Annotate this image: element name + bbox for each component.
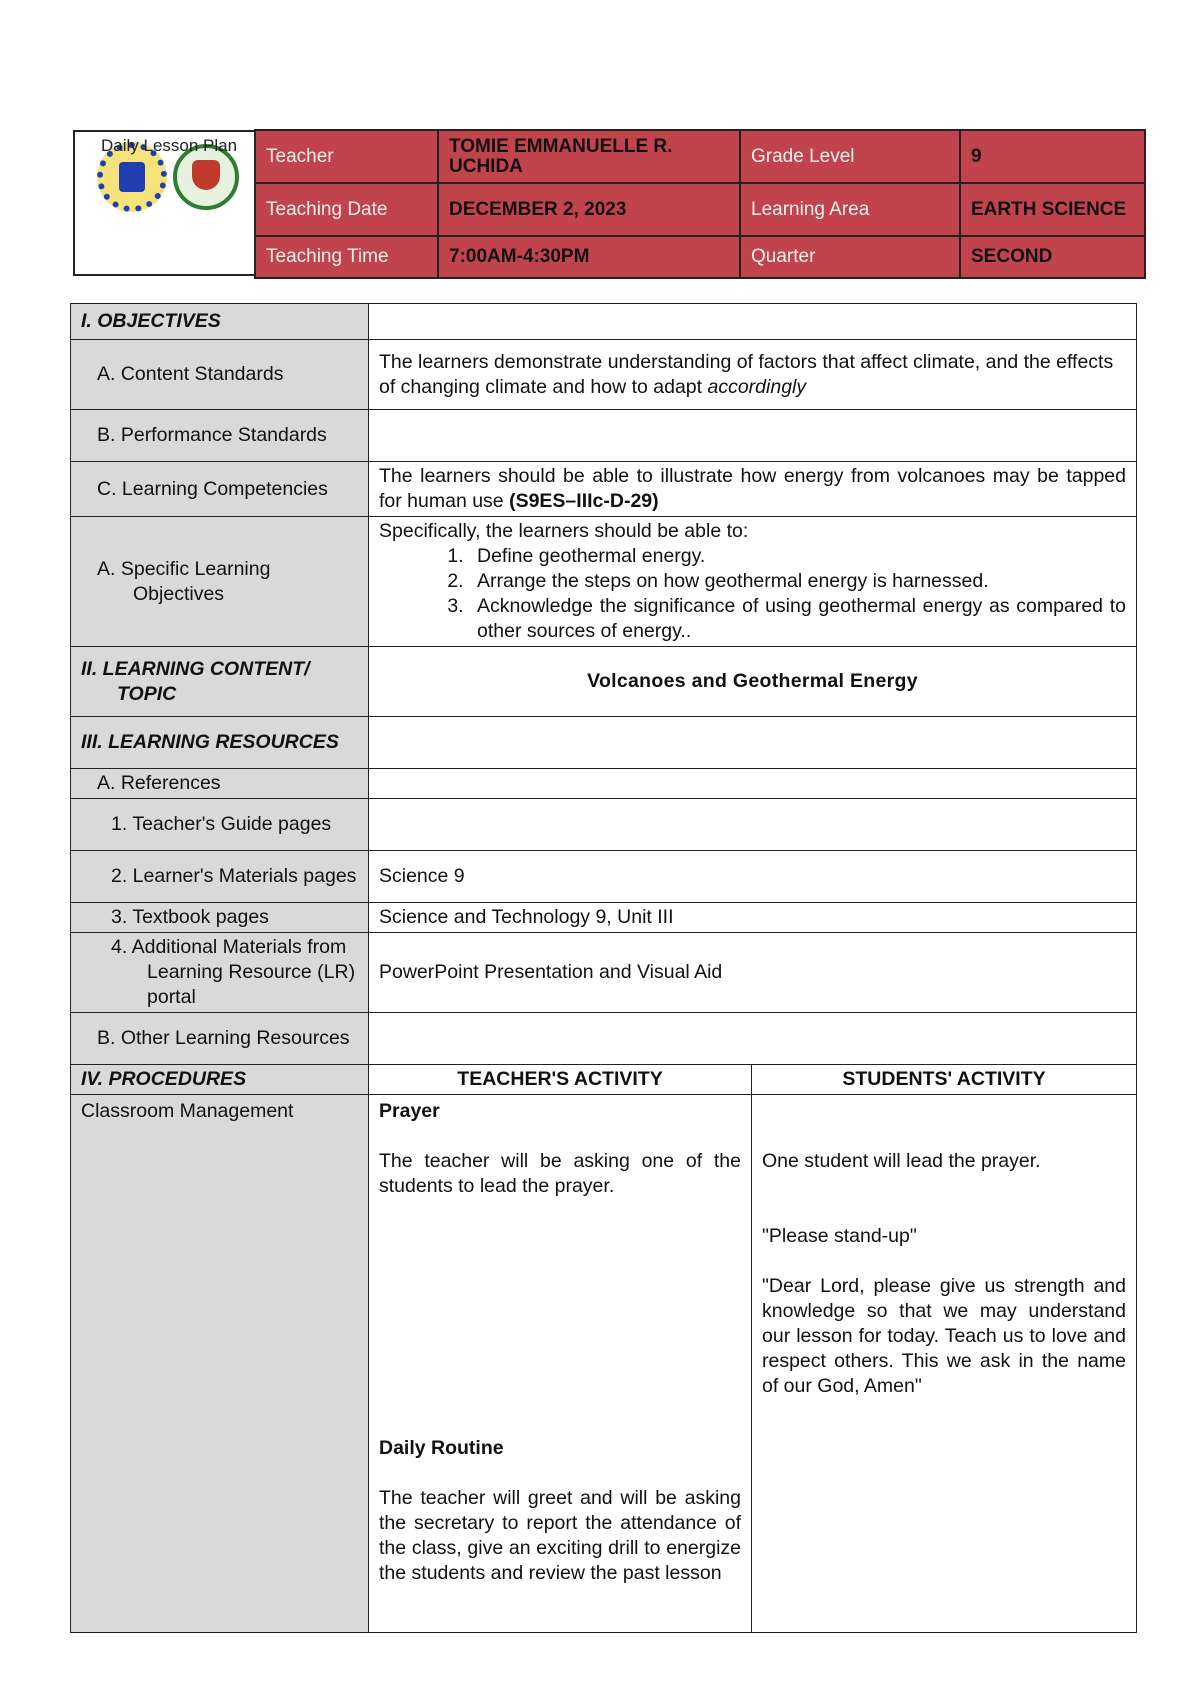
header-info-table xyxy=(254,129,1146,279)
objectives-heading: I. OBJECTIVES xyxy=(71,304,369,340)
teachers-guide-blank xyxy=(369,799,1137,851)
grade-value: 9 xyxy=(960,130,1145,183)
textbook-row xyxy=(71,903,1137,933)
classroom-management-row xyxy=(71,1095,1137,1633)
other-resources-blank xyxy=(369,1013,1137,1065)
teachers-guide-label-text: 1. Teacher's Guide pages xyxy=(111,813,332,835)
quarter-value: SECOND xyxy=(960,236,1145,278)
references-blank xyxy=(369,769,1137,799)
area-value: EARTH SCIENCE xyxy=(960,183,1145,236)
date-value: DECEMBER 2, 2023 xyxy=(438,183,740,236)
logo-caption: Daily Lesson Plan xyxy=(101,136,238,155)
grade-label: Grade Level xyxy=(740,130,960,183)
prayer-title: Prayer xyxy=(379,1100,440,1122)
procedures-header-row xyxy=(71,1065,1137,1095)
learners-materials-value: Science 9 xyxy=(369,851,1137,903)
time-label: Teaching Time xyxy=(255,236,438,278)
teachers-guide-row xyxy=(71,799,1137,851)
specific-objectives-row xyxy=(71,517,1137,647)
performance-standards-label xyxy=(71,410,369,462)
competencies-main: The learners should be able to illustrate how energy from volcanoes may be tapped for human use xyxy=(379,465,1126,512)
specific-objectives-list xyxy=(379,544,1126,644)
area-label: Learning Area xyxy=(740,183,960,236)
prayer-teacher-text: The teacher will be asking one of the students to lead the prayer. xyxy=(379,1150,741,1197)
competencies-code: (S9ES–IIIc-D-29) xyxy=(509,490,659,512)
content-standards-label: A. Content Standards xyxy=(71,340,369,410)
daily-routine-title: Daily Routine xyxy=(379,1437,504,1459)
objectives-row xyxy=(71,304,1137,340)
quarter-label: Quarter xyxy=(740,236,960,278)
additional-materials-label xyxy=(71,933,369,1013)
content-standards-emphasis: accordingly xyxy=(707,375,807,398)
specific-objectives-label xyxy=(71,517,369,647)
teacher-label: Teacher xyxy=(255,130,438,183)
additional-materials-label-text: 4. Additional Materials from Learning Resource (LR) portal xyxy=(111,936,356,1008)
teachers-guide-label xyxy=(71,799,369,851)
classroom-management-label: Classroom Management xyxy=(71,1095,369,1633)
performance-standards-row xyxy=(71,410,1137,462)
learners-materials-label xyxy=(71,851,369,903)
textbook-value: Science and Technology 9, Unit III xyxy=(369,903,1137,933)
topic-title: Volcanoes and Geothermal Energy xyxy=(369,647,1137,717)
performance-standards-text: B. Performance Standards xyxy=(97,424,327,446)
performance-standards-blank xyxy=(369,410,1137,462)
learning-content-row xyxy=(71,647,1137,717)
content-standards-main: The learners demonstrate understanding of factors that affect climate, and the effects of changing climate and how to adapt xyxy=(379,350,1114,398)
other-resources-row xyxy=(71,1013,1137,1065)
teacher-activity-header: TEACHER'S ACTIVITY xyxy=(369,1065,752,1095)
content-standards-text xyxy=(369,340,1137,410)
objectives-blank xyxy=(369,304,1137,340)
references-row xyxy=(71,769,1137,799)
student-activity-cell xyxy=(752,1095,1137,1633)
learning-resources-heading xyxy=(71,717,369,769)
learning-content-heading xyxy=(71,647,369,717)
competencies-label xyxy=(71,462,369,517)
specific-objectives-label-text: A. Specific Learning Objectives xyxy=(97,557,271,605)
date-label: Teaching Date xyxy=(255,183,438,236)
other-resources-label-text: B. Other Learning Resources xyxy=(97,1027,350,1049)
other-resources-label xyxy=(71,1013,369,1065)
time-value: 7:00AM-4:30PM xyxy=(438,236,740,278)
teacher-activity-cell xyxy=(369,1095,752,1633)
procedures-heading: IV. PROCEDURES xyxy=(71,1065,369,1095)
learning-content-heading-text: II. LEARNING CONTENT/ TOPIC xyxy=(81,657,310,705)
lesson-table xyxy=(70,303,1137,1633)
textbook-label: 3. Textbook pages xyxy=(71,903,369,933)
content-standards-row xyxy=(71,340,1137,410)
competencies-row xyxy=(71,462,1137,517)
teacher-value: TOMIE EMMANUELLE R. UCHIDA xyxy=(438,130,740,183)
additional-materials-value: PowerPoint Presentation and Visual Aid xyxy=(369,933,1137,1013)
prayer-text: "Dear Lord, please give us strength and knowledge so that we may understand our lesson for today. Teach us to love and respect others. This we ask in the name of our God, Amen" xyxy=(762,1275,1126,1397)
stand-up-text: "Please stand-up" xyxy=(762,1225,917,1247)
learning-resources-heading-text: III. LEARNING RESOURCES xyxy=(81,731,339,753)
daily-routine-teacher-text: The teacher will greet and will be asking the secretary to report the attendance of the class, give an exciting drill to energize the students and review the past lesson xyxy=(379,1487,741,1584)
learning-resources-blank xyxy=(369,717,1137,769)
objective-item: 1. Define geothermal energy. xyxy=(469,544,1126,569)
references-label: A. References xyxy=(71,769,369,799)
competencies-label-text: C. Learning Competencies xyxy=(97,477,328,500)
logo-cell xyxy=(73,130,254,276)
learners-materials-row xyxy=(71,851,1137,903)
objective-item: 2. Arrange the steps on how geothermal energy is harnessed. xyxy=(469,569,1126,594)
student-activity-header: STUDENTS' ACTIVITY xyxy=(752,1065,1137,1095)
objective-item: 3. Acknowledge the significance of using geothermal energy as compared to other sources of energy.. xyxy=(469,594,1126,644)
learners-materials-label-text: 2. Learner's Materials pages xyxy=(111,865,357,887)
specific-objectives-intro: Specifically, the learners should be able to: xyxy=(379,520,749,542)
learning-resources-row xyxy=(71,717,1137,769)
specific-objectives-text xyxy=(369,517,1137,647)
prayer-student-text: One student will lead the prayer. xyxy=(762,1150,1041,1172)
competencies-text xyxy=(369,462,1137,517)
additional-materials-row xyxy=(71,933,1137,1013)
